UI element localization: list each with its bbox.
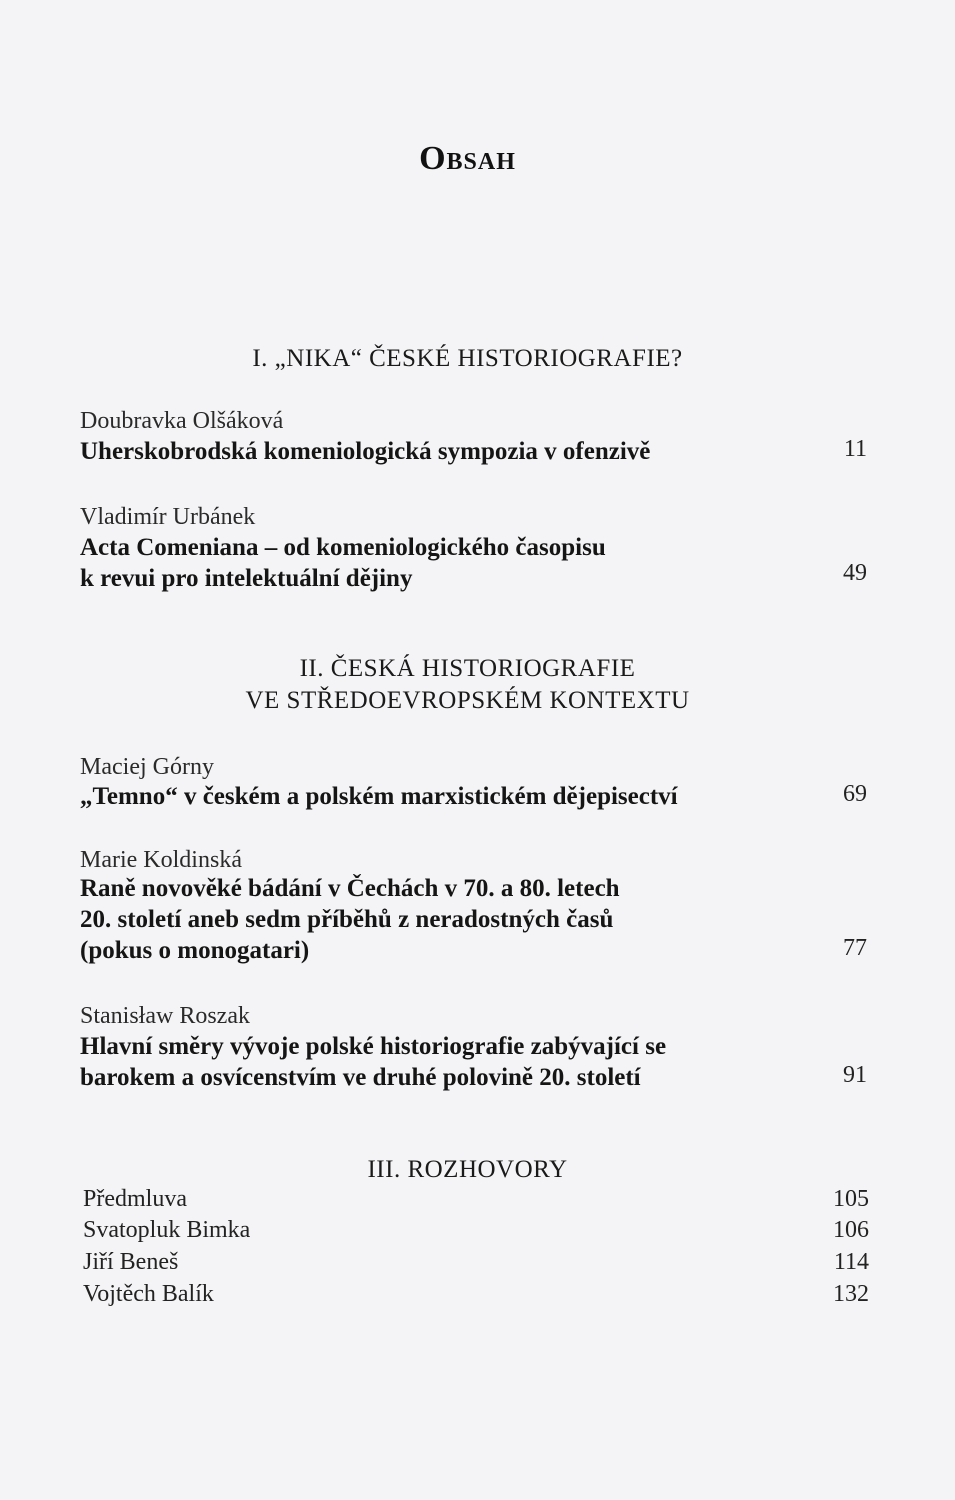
- entry-title-line: Hlavní směry vývoje polské historiografie zabývající se: [80, 1033, 667, 1060]
- entry-author: Doubravka Olšáková: [80, 408, 284, 434]
- section-heading-line: VE STŘEDOEVROPSKÉM KONTEXTU: [245, 687, 690, 714]
- interview-row: [83, 1281, 869, 1312]
- section-heading-line: III. ROZHOVORY: [367, 1156, 568, 1183]
- interview-label: Předmluva: [83, 1186, 187, 1212]
- section-heading-line: II. ČESKÁ HISTORIOGRAFIE: [299, 655, 636, 682]
- entry-title-line: barokem a osvícenstvím ve druhé polovině 20. století: [80, 1064, 641, 1091]
- entry-title-line: Uherskobrodská komeniologická sympozia v ofenzivě: [80, 438, 651, 465]
- interview-label: Svatopluk Bimka: [83, 1217, 251, 1243]
- page-title: Obsah: [419, 140, 516, 177]
- section-heading-1: [0, 343, 935, 375]
- entry-author: Maciej Górny: [80, 754, 214, 780]
- section-heading-line: I. „NIKA“ ČESKÉ HISTORIOGRAFIE?: [252, 345, 683, 372]
- entry-title: [80, 1031, 800, 1093]
- entry-page-number: 49: [843, 560, 867, 586]
- interview-row: [83, 1217, 869, 1248]
- entry-title-line: „Temno“ v českém a polském marxistickém dějepisectví: [80, 783, 678, 810]
- entry-title-line: Raně novověké bádání v Čechách v 70. a 80. letech: [80, 875, 620, 902]
- entry-page-number: 11: [843, 436, 867, 462]
- entry-author: Vladimír Urbánek: [80, 504, 256, 530]
- entry-title: [80, 781, 780, 812]
- section-heading-3: [0, 1154, 935, 1186]
- entry-title-line: Acta Comeniana – od komeniologického časopisu: [80, 534, 606, 561]
- entry-author: Marie Koldinská: [80, 847, 242, 873]
- entry-title: [80, 873, 780, 966]
- entry-page-number: 77: [843, 935, 867, 961]
- interview-page-number: 114: [833, 1249, 869, 1275]
- entry-page-number: 69: [843, 781, 867, 807]
- interview-row: [83, 1186, 869, 1217]
- interview-row: [83, 1249, 869, 1280]
- entry-author: Stanisław Roszak: [80, 1003, 250, 1029]
- interview-label: Vojtěch Balík: [83, 1281, 214, 1307]
- entry-title-line: 20. století aneb sedm příběhů z neradostných časů: [80, 906, 614, 933]
- entry-title: [80, 532, 780, 594]
- entry-title-line: k revui pro intelektuální dějiny: [80, 565, 413, 592]
- entry-page-number: 91: [843, 1062, 867, 1088]
- interview-page-number: 105: [833, 1186, 869, 1212]
- interview-label: Jiří Beneš: [83, 1249, 179, 1275]
- section-heading-2: [0, 653, 935, 717]
- interview-page-number: 132: [833, 1281, 869, 1307]
- entry-title-line: (pokus o monogatari): [80, 937, 310, 964]
- entry-title: [80, 436, 780, 467]
- interview-page-number: 106: [833, 1217, 869, 1243]
